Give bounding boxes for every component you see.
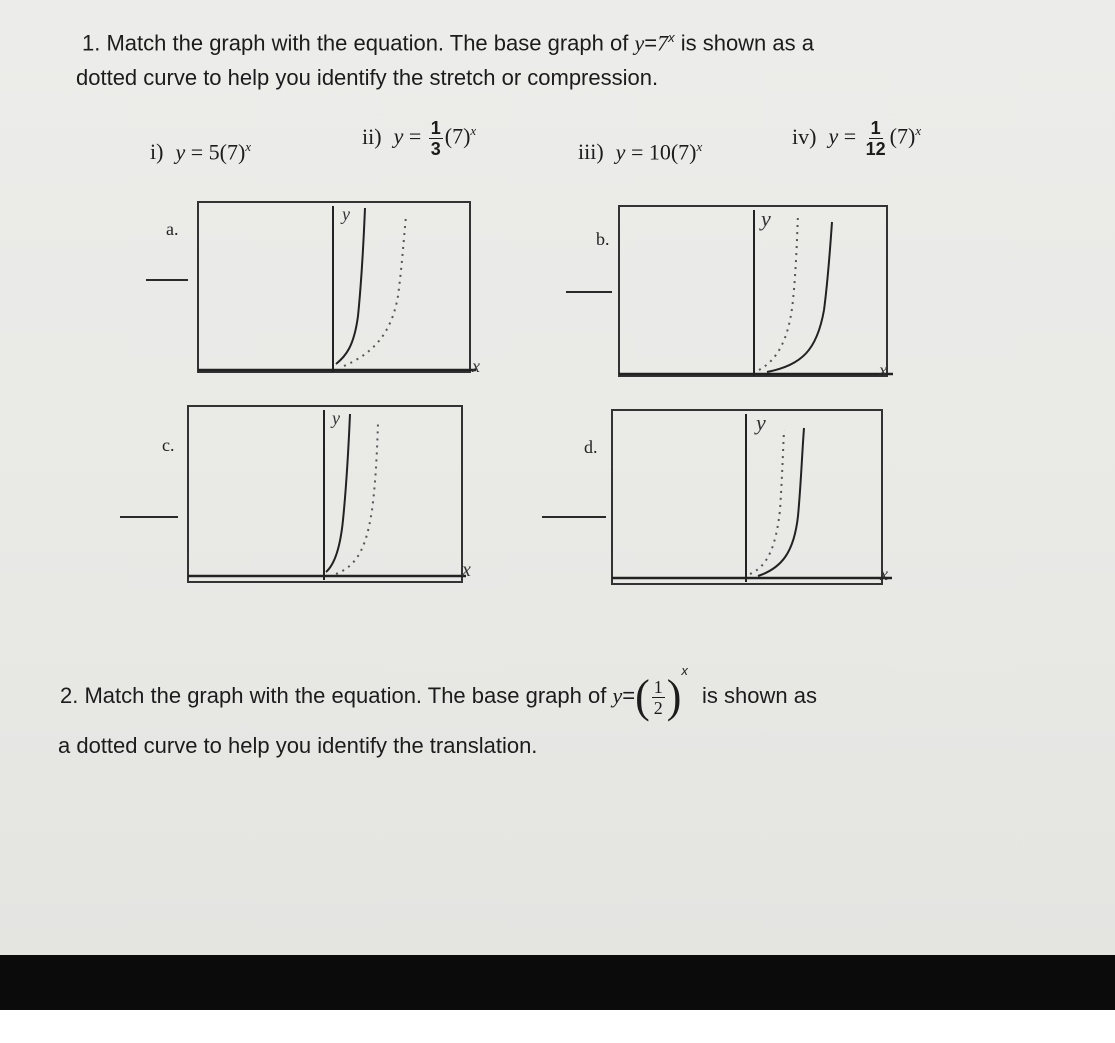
question-1-line-1 bbox=[82, 31, 814, 54]
equation-ii-exp: x bbox=[470, 123, 477, 139]
graph-d-y-axis-note: y bbox=[756, 410, 766, 435]
question-2-line-2: a dotted curve to help you identify the translation. bbox=[58, 733, 538, 758]
graph-b-label: b. bbox=[596, 229, 610, 249]
graph-a-answer-blank[interactable] bbox=[146, 279, 188, 281]
screen-bezel-bar bbox=[0, 955, 1115, 1010]
equation-iv-exp: x bbox=[915, 123, 922, 139]
graph-c-x-axis-note: x bbox=[462, 559, 471, 581]
question-1-text-end: is shown as a bbox=[680, 30, 814, 56]
question-2-right-paren: ) bbox=[666, 670, 682, 723]
equation-iii-coef: 10(7) bbox=[648, 139, 697, 165]
graph-b-base-curve bbox=[759, 214, 798, 370]
question-2-text: Match the graph with the equation. The base graph of bbox=[84, 683, 607, 708]
equation-ii-rest: (7) bbox=[444, 123, 471, 149]
question-1-line-2: dotted curve to help you identify the stretch or compression. bbox=[76, 65, 659, 90]
equation-i-lhs: y bbox=[175, 139, 186, 165]
graph-d-base-curve bbox=[750, 430, 784, 574]
question-2-text-end: is shown as bbox=[702, 683, 817, 708]
graph-c-base-curve bbox=[336, 424, 378, 574]
equation-iii-lhs: y bbox=[615, 139, 626, 165]
graph-a-label: a. bbox=[166, 219, 179, 239]
equation-iii-exp: x bbox=[696, 139, 703, 154]
graph-d-answer-blank[interactable] bbox=[542, 516, 606, 518]
graph-a-curve bbox=[336, 208, 365, 364]
equation-iv: iv) y = $\frac{1}{12}$ $(7)^x$ bbox=[792, 118, 922, 159]
graph-c-label: c. bbox=[162, 435, 175, 455]
graph-d bbox=[610, 400, 906, 595]
graph-b-x-axis-note: x bbox=[879, 360, 887, 380]
equation-ii-fraction bbox=[429, 118, 443, 159]
equation-ii-lhs: y bbox=[393, 123, 404, 149]
question-2-number: 2. bbox=[60, 683, 79, 708]
equation-ii-num: 1 bbox=[430, 118, 441, 138]
question-1-number: 1. bbox=[82, 30, 101, 56]
equation-ii: ii) y = $\frac{1}{3}$ $(7)^x$ bbox=[362, 118, 477, 159]
question-2-line-1 bbox=[60, 663, 817, 723]
question-1-base-base: 7 bbox=[657, 30, 669, 56]
equation-iv-rest: (7) bbox=[889, 123, 916, 149]
graph-b-answer-blank[interactable] bbox=[566, 291, 612, 293]
graph-b bbox=[617, 200, 907, 385]
question-2-base-exp: x bbox=[681, 663, 688, 678]
graph-c-curve bbox=[326, 414, 350, 572]
question-2-den: 2 bbox=[653, 697, 663, 718]
equation-iv-num: 1 bbox=[870, 118, 881, 138]
graph-b-curve bbox=[767, 222, 832, 372]
question-2-left-paren: ( bbox=[635, 670, 650, 723]
question-1-base-var: y bbox=[634, 30, 645, 56]
equation-i-label: i) bbox=[150, 139, 164, 165]
equation-i-coef: 5(7) bbox=[208, 139, 246, 165]
graph-c bbox=[186, 400, 486, 590]
equation-iii-label: iii) bbox=[578, 139, 604, 165]
question-1-base-eq: = bbox=[644, 30, 658, 56]
graph-c-answer-blank[interactable] bbox=[120, 516, 178, 518]
graph-a-base-curve bbox=[344, 216, 406, 366]
equation-i-exp: x bbox=[245, 139, 252, 154]
equation-iv-fraction bbox=[864, 118, 888, 159]
graph-c-y-axis-note: y bbox=[332, 408, 340, 428]
graph-d-label: d. bbox=[584, 437, 598, 457]
question-1-text: Match the graph with the equation. The base graph of bbox=[106, 30, 629, 56]
question-2-fraction bbox=[652, 677, 665, 718]
graph-a-y-axis-note: y bbox=[342, 204, 350, 224]
question-2-base-eq: = bbox=[622, 683, 636, 708]
graph-d-curve bbox=[758, 428, 804, 576]
equation-iv-den: 12 bbox=[865, 139, 886, 159]
graph-a-x-axis-note: x bbox=[472, 356, 480, 376]
question-2-base-var: y bbox=[612, 683, 623, 708]
equation-ii-label: ii) bbox=[362, 123, 382, 149]
question-1-base-exp: x bbox=[668, 30, 675, 45]
graph-b-y-axis-note: y bbox=[761, 206, 771, 231]
question-2-num: 1 bbox=[653, 676, 663, 697]
graph-d-x-axis-note: x bbox=[880, 564, 888, 584]
equation-iv-label: iv) bbox=[792, 123, 817, 149]
equation-iv-lhs: y bbox=[828, 123, 839, 149]
equation-ii-den: 3 bbox=[430, 139, 441, 159]
graph-a bbox=[196, 196, 496, 381]
equation-iii: iii) $y = 10(7)^x$ bbox=[578, 139, 703, 165]
equation-i: i) $y = 5(7)^x$ bbox=[150, 139, 252, 165]
